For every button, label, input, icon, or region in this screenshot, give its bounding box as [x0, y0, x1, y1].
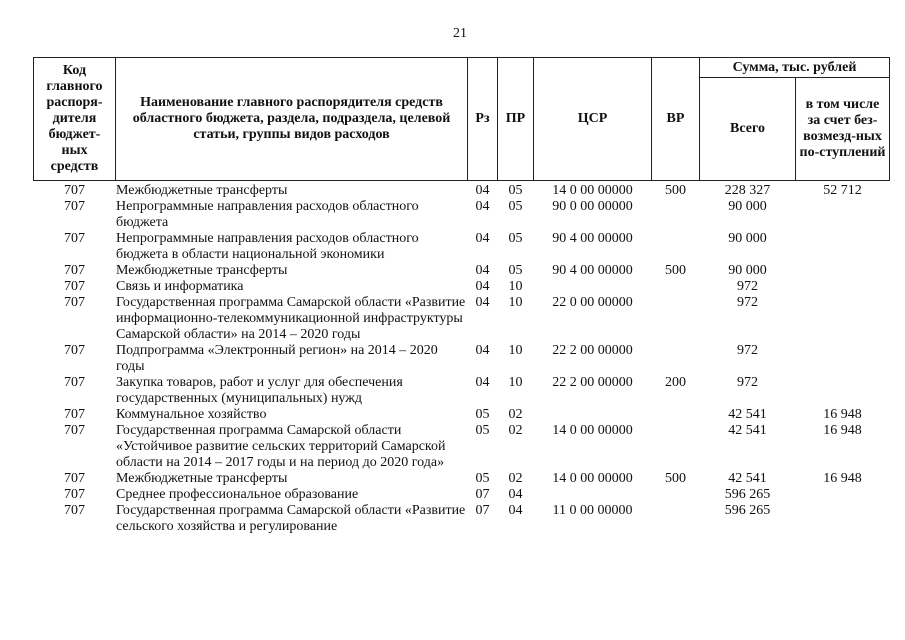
header-pr: ПР [498, 58, 534, 181]
cell-pr: 05 [508, 199, 523, 214]
cell-csr: 14 0 00 00000 [552, 423, 633, 438]
cell-pr: 05 [508, 231, 523, 246]
cell-csr: 90 0 00 00000 [552, 199, 633, 214]
cell-code: 707 [64, 183, 85, 198]
cell-name: Подпрограмма «Электронный регион» на 2014 – 2020 годы [116, 343, 438, 374]
cell-total: 596 265 [724, 487, 771, 502]
cell-vr: 500 [665, 183, 686, 198]
table-row [34, 231, 890, 263]
cell-csr [534, 487, 652, 503]
table-header [34, 58, 890, 181]
cell-name: Непрограммные направления расходов областного бюджета [116, 199, 419, 230]
cell-rz: 04 [475, 263, 490, 278]
cell-rz: 04 [475, 279, 490, 294]
cell-vr: 200 [665, 375, 686, 390]
table-row [34, 407, 890, 423]
cell-name: Межбюджетные трансферты [116, 183, 288, 198]
cell-free [796, 503, 890, 535]
table-row [34, 503, 890, 535]
cell-free [796, 343, 890, 375]
cell-vr [652, 487, 700, 503]
cell-csr: 90 4 00 00000 [552, 231, 633, 246]
table-row [34, 471, 890, 487]
table-row [34, 279, 890, 295]
cell-free: 52 712 [823, 183, 862, 198]
cell-rz: 05 [475, 471, 490, 486]
cell-name: Непрограммные направления расходов областного бюджета в области национальной экономики [116, 231, 419, 262]
cell-pr: 10 [508, 295, 523, 310]
cell-rz: 04 [475, 295, 490, 310]
cell-total: 42 541 [728, 407, 767, 422]
cell-total: 972 [737, 279, 758, 294]
cell-free: 16 948 [823, 407, 862, 422]
cell-name: Коммунальное хозяйство [116, 407, 267, 422]
cell-code: 707 [64, 343, 85, 358]
cell-csr: 22 0 00 00000 [552, 295, 633, 310]
cell-total: 90 000 [728, 231, 767, 246]
cell-vr [652, 423, 700, 471]
cell-rz: 04 [475, 183, 490, 198]
table-row [34, 295, 890, 343]
cell-pr: 02 [508, 471, 523, 486]
cell-pr: 10 [508, 279, 523, 294]
table-row [34, 487, 890, 503]
cell-vr [652, 199, 700, 231]
cell-rz: 05 [475, 423, 490, 438]
cell-name: Межбюджетные трансферты [116, 471, 288, 486]
cell-csr [534, 279, 652, 295]
header-name: Наименование главного распорядителя средств областного бюджета, раздела, подраздела, целевой статьи, группы видов расходов [116, 58, 468, 181]
table-row [34, 181, 890, 200]
cell-code: 707 [64, 407, 85, 422]
cell-code: 707 [64, 279, 85, 294]
cell-code: 707 [64, 375, 85, 390]
table-row [34, 375, 890, 407]
cell-name: Государственная программа Самарской области «Развитие сельского хозяйства и регулирование [116, 503, 466, 534]
cell-csr [534, 407, 652, 423]
cell-pr: 04 [508, 487, 523, 502]
cell-code: 707 [64, 423, 85, 438]
cell-pr: 10 [508, 375, 523, 390]
cell-pr: 05 [508, 263, 523, 278]
cell-code: 707 [64, 231, 85, 246]
cell-total: 42 541 [728, 423, 767, 438]
cell-code: 707 [64, 295, 85, 310]
cell-pr: 02 [508, 407, 523, 422]
cell-csr: 14 0 00 00000 [552, 183, 633, 198]
cell-total: 90 000 [728, 199, 767, 214]
header-incl: в том числе за счет без-возмезд-ных по-ступлений [796, 78, 890, 181]
cell-pr: 04 [508, 503, 523, 518]
cell-name: Межбюджетные трансферты [116, 263, 288, 278]
cell-csr: 90 4 00 00000 [552, 263, 633, 278]
cell-free [796, 487, 890, 503]
table-row [34, 199, 890, 231]
cell-rz: 04 [475, 343, 490, 358]
cell-name: Связь и информатика [116, 279, 244, 294]
table-row [34, 423, 890, 471]
cell-name: Государственная программа Самарской области «Развитие информационно-телекоммуникационной инфраструктуры Самарской области» на 2014 – 2020 годы [116, 295, 466, 342]
cell-csr: 22 2 00 00000 [552, 343, 633, 358]
cell-pr: 05 [508, 183, 523, 198]
header-sum: Сумма, тыс. рублей [700, 58, 890, 78]
cell-free: 16 948 [823, 423, 862, 438]
cell-vr: 500 [665, 263, 686, 278]
cell-free [796, 263, 890, 279]
cell-free: 16 948 [823, 471, 862, 486]
cell-free [796, 279, 890, 295]
cell-rz: 04 [475, 375, 490, 390]
header-rz: Рз [468, 58, 498, 181]
table-row [34, 343, 890, 375]
cell-rz: 04 [475, 199, 490, 214]
cell-code: 707 [64, 503, 85, 518]
cell-rz: 07 [475, 503, 490, 518]
cell-csr: 14 0 00 00000 [552, 471, 633, 486]
cell-total: 972 [737, 375, 758, 390]
cell-free [796, 375, 890, 407]
cell-vr [652, 231, 700, 263]
cell-pr: 02 [508, 423, 523, 438]
cell-code: 707 [64, 263, 85, 278]
cell-vr: 500 [665, 471, 686, 486]
cell-code: 707 [64, 471, 85, 486]
cell-rz: 04 [475, 231, 490, 246]
budget-table [33, 57, 890, 535]
header-vr: ВР [652, 58, 700, 181]
header-total: Всего [700, 78, 796, 181]
cell-free [796, 295, 890, 343]
cell-total: 90 000 [728, 263, 767, 278]
table-row [34, 263, 890, 279]
cell-total: 596 265 [724, 503, 771, 518]
cell-code: 707 [64, 487, 85, 502]
cell-csr: 11 0 00 00000 [552, 503, 633, 518]
cell-total: 972 [737, 343, 758, 358]
cell-free [796, 199, 890, 231]
cell-total: 228 327 [724, 183, 771, 198]
page-number: 21 [453, 26, 467, 41]
cell-free [796, 231, 890, 263]
cell-vr [652, 343, 700, 375]
cell-csr: 22 2 00 00000 [552, 375, 633, 390]
cell-rz: 07 [475, 487, 490, 502]
cell-vr [652, 407, 700, 423]
cell-vr [652, 295, 700, 343]
cell-code: 707 [64, 199, 85, 214]
header-code: Код главного распоря-дителя бюджет-ных средств [34, 58, 116, 181]
cell-name: Закупка товаров, работ и услуг для обеспечения государственных (муниципальных) нужд [116, 375, 403, 406]
cell-total: 42 541 [728, 471, 767, 486]
cell-vr [652, 279, 700, 295]
cell-pr: 10 [508, 343, 523, 358]
cell-name: Среднее профессиональное образование [116, 487, 359, 502]
header-csr: ЦСР [534, 58, 652, 181]
cell-total: 972 [737, 295, 758, 310]
table-body [34, 181, 890, 536]
cell-name: Государственная программа Самарской области «Устойчивое развитие сельских территорий Самарской области на 2014 – 2017 годы и на период до 2020 года» [116, 423, 446, 470]
cell-vr [652, 503, 700, 535]
cell-rz: 05 [475, 407, 490, 422]
